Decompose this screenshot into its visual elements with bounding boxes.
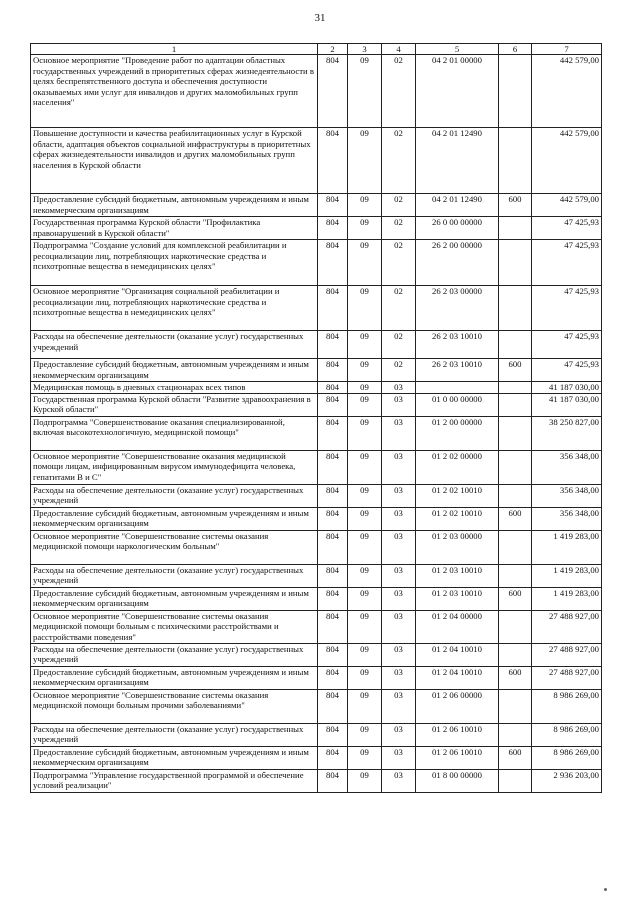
row-expense-type-cell	[499, 769, 532, 792]
table-row	[31, 393, 602, 416]
row-name-cell: Предоставление субсидий бюджетным, автономным учреждениям и иным некоммерческим организациям	[31, 746, 318, 769]
row-subsection-cell: 02	[382, 128, 416, 194]
table-row	[31, 769, 602, 792]
table-row	[31, 450, 602, 484]
row-subsection-cell: 02	[382, 55, 416, 128]
row-amount-cell: 8 986 269,00	[532, 746, 602, 769]
row-expense-type-cell: 600	[499, 507, 532, 530]
row-section-cell: 09	[348, 666, 382, 689]
row-name-cell: Основное мероприятие "Совершенствование системы оказания медицинской помощи больным с психическими расстройствами и расстройствами поведения"	[31, 610, 318, 643]
page-number: 31	[314, 12, 326, 24]
row-ministry-cell: 804	[318, 194, 348, 217]
row-target-article-cell: 26 2 03 10010	[416, 359, 499, 382]
row-name-cell: Основное мероприятие "Совершенствование оказания медицинской помощи лицам, инфицированным вирусом иммунодефицита человека, гепатитами В и С"	[31, 450, 318, 484]
row-section-cell: 09	[348, 746, 382, 769]
row-name-cell: Медицинская помощь в дневных стационарах всех типов	[31, 382, 318, 394]
row-subsection-cell: 02	[382, 359, 416, 382]
row-section-cell: 09	[348, 240, 382, 286]
column-header: 6	[499, 44, 532, 55]
row-name-cell: Предоставление субсидий бюджетным, автономным учреждениям и иным некоммерческим организациям	[31, 359, 318, 382]
row-target-article-cell: 04 2 01 12490	[416, 128, 499, 194]
row-subsection-cell: 03	[382, 610, 416, 643]
row-section-cell: 09	[348, 416, 382, 450]
column-header: 1	[31, 44, 318, 55]
row-target-article-cell: 26 2 00 00000	[416, 240, 499, 286]
row-subsection-cell: 03	[382, 564, 416, 587]
row-amount-cell: 442 579,00	[532, 194, 602, 217]
row-amount-cell: 47 425,93	[532, 331, 602, 359]
row-ministry-cell: 804	[318, 359, 348, 382]
row-ministry-cell: 804	[318, 689, 348, 723]
row-section-cell: 09	[348, 55, 382, 128]
row-section-cell: 09	[348, 382, 382, 394]
row-ministry-cell: 804	[318, 769, 348, 792]
row-ministry-cell: 804	[318, 564, 348, 587]
row-target-article-cell: 01 2 04 00000	[416, 610, 499, 643]
row-name-cell: Расходы на обеспечение деятельности (оказание услуг) государственных учреждений	[31, 723, 318, 746]
table-row	[31, 723, 602, 746]
table-row	[31, 382, 602, 394]
row-target-article-cell: 01 0 00 00000	[416, 393, 499, 416]
row-subsection-cell: 02	[382, 217, 416, 240]
row-subsection-cell: 02	[382, 286, 416, 331]
row-name-cell: Подпрограмма "Создание условий для комплексной реабилитации и ресоциализации лиц, потребляющих наркотические средства и психотропные вещества в немедицинских целях"	[31, 240, 318, 286]
row-expense-type-cell	[499, 393, 532, 416]
row-section-cell: 09	[348, 359, 382, 382]
row-expense-type-cell: 600	[499, 666, 532, 689]
table-row	[31, 610, 602, 643]
column-header: 5	[416, 44, 499, 55]
row-ministry-cell: 804	[318, 484, 348, 507]
table-row	[31, 217, 602, 240]
row-target-article-cell: 01 2 00 00000	[416, 416, 499, 450]
table-row	[31, 530, 602, 564]
column-header: 7	[532, 44, 602, 55]
row-amount-cell: 356 348,00	[532, 450, 602, 484]
row-target-article-cell: 01 2 04 10010	[416, 643, 499, 666]
table-row	[31, 564, 602, 587]
row-name-cell: Предоставление субсидий бюджетным, автономным учреждениям и иным некоммерческим организациям	[31, 194, 318, 217]
row-amount-cell: 1 419 283,00	[532, 587, 602, 610]
row-amount-cell: 1 419 283,00	[532, 530, 602, 564]
table-row	[31, 507, 602, 530]
row-subsection-cell: 03	[382, 769, 416, 792]
table-row	[31, 689, 602, 723]
row-name-cell: Расходы на обеспечение деятельности (оказание услуг) государственных учреждений	[31, 643, 318, 666]
scan-mark	[604, 888, 607, 891]
row-expense-type-cell: 600	[499, 746, 532, 769]
table-row	[31, 240, 602, 286]
row-subsection-cell: 03	[382, 416, 416, 450]
row-subsection-cell: 03	[382, 382, 416, 394]
row-section-cell: 09	[348, 194, 382, 217]
row-ministry-cell: 804	[318, 416, 348, 450]
row-amount-cell: 356 348,00	[532, 507, 602, 530]
row-amount-cell: 47 425,93	[532, 359, 602, 382]
row-ministry-cell: 804	[318, 643, 348, 666]
row-name-cell: Основное мероприятие "Организация социальной реабилитации и ресоциализации лиц, потребляющих наркотические средства и психотропные вещества в немедицинских целях"	[31, 286, 318, 331]
row-section-cell: 09	[348, 484, 382, 507]
row-amount-cell: 8 986 269,00	[532, 723, 602, 746]
row-section-cell: 09	[348, 643, 382, 666]
row-name-cell: Повышение доступности и качества реабилитационных услуг в Курской области, адаптация объектов социальной инфраструктуры в приоритетных сферах жизнедеятельности инвалидов и других маломобильных групп населения в Курской области	[31, 128, 318, 194]
row-target-article-cell: 26 0 00 00000	[416, 217, 499, 240]
row-target-article-cell: 01 2 06 00000	[416, 689, 499, 723]
table-row	[31, 587, 602, 610]
budget-table	[30, 43, 602, 793]
row-section-cell: 09	[348, 393, 382, 416]
row-ministry-cell: 804	[318, 286, 348, 331]
row-section-cell: 09	[348, 564, 382, 587]
row-target-article-cell: 01 2 06 10010	[416, 723, 499, 746]
row-section-cell: 09	[348, 723, 382, 746]
row-amount-cell: 41 187 030,00	[532, 393, 602, 416]
row-expense-type-cell: 600	[499, 587, 532, 610]
table-row	[31, 128, 602, 194]
column-header: 4	[382, 44, 416, 55]
row-section-cell: 09	[348, 530, 382, 564]
row-amount-cell: 27 488 927,00	[532, 610, 602, 643]
row-amount-cell: 1 419 283,00	[532, 564, 602, 587]
row-amount-cell: 47 425,93	[532, 286, 602, 331]
row-subsection-cell: 03	[382, 484, 416, 507]
row-name-cell: Предоставление субсидий бюджетным, автономным учреждениям и иным некоммерческим организациям	[31, 666, 318, 689]
row-target-article-cell: 01 2 04 10010	[416, 666, 499, 689]
row-name-cell: Основное мероприятие "Совершенствование системы оказания медицинской помощи больным прочими заболеваниями"	[31, 689, 318, 723]
row-section-cell: 09	[348, 450, 382, 484]
row-amount-cell: 38 250 827,00	[532, 416, 602, 450]
row-subsection-cell: 03	[382, 587, 416, 610]
row-subsection-cell: 03	[382, 393, 416, 416]
row-expense-type-cell	[499, 382, 532, 394]
row-amount-cell: 356 348,00	[532, 484, 602, 507]
row-section-cell: 09	[348, 587, 382, 610]
row-ministry-cell: 804	[318, 507, 348, 530]
row-expense-type-cell	[499, 416, 532, 450]
row-subsection-cell: 03	[382, 689, 416, 723]
row-subsection-cell: 03	[382, 746, 416, 769]
row-target-article-cell: 01 8 00 00000	[416, 769, 499, 792]
row-amount-cell: 442 579,00	[532, 128, 602, 194]
row-expense-type-cell	[499, 530, 532, 564]
row-section-cell: 09	[348, 507, 382, 530]
row-subsection-cell: 02	[382, 194, 416, 217]
row-amount-cell: 41 187 030,00	[532, 382, 602, 394]
row-target-article-cell: 26 2 03 10010	[416, 331, 499, 359]
row-target-article-cell: 01 2 02 00000	[416, 450, 499, 484]
row-target-article-cell: 26 2 03 00000	[416, 286, 499, 331]
column-header: 2	[318, 44, 348, 55]
row-name-cell: Государственная программа Курской области "Развитие здравоохранения в Курской области"	[31, 393, 318, 416]
row-expense-type-cell: 600	[499, 359, 532, 382]
row-expense-type-cell	[499, 564, 532, 587]
row-target-article-cell: 01 2 06 10010	[416, 746, 499, 769]
row-target-article-cell	[416, 382, 499, 394]
row-name-cell: Расходы на обеспечение деятельности (оказание услуг) государственных учреждений	[31, 484, 318, 507]
row-ministry-cell: 804	[318, 128, 348, 194]
row-name-cell: Подпрограмма "Совершенствование оказания специализированной, включая высокотехнологичную, медицинской помощи"	[31, 416, 318, 450]
row-expense-type-cell	[499, 55, 532, 128]
row-ministry-cell: 804	[318, 746, 348, 769]
row-name-cell: Расходы на обеспечение деятельности (оказание услуг) государственных учреждений	[31, 564, 318, 587]
row-subsection-cell: 02	[382, 331, 416, 359]
row-amount-cell: 2 936 203,00	[532, 769, 602, 792]
row-section-cell: 09	[348, 286, 382, 331]
row-subsection-cell: 03	[382, 643, 416, 666]
row-amount-cell: 8 986 269,00	[532, 689, 602, 723]
row-amount-cell: 27 488 927,00	[532, 643, 602, 666]
table-row	[31, 194, 602, 217]
row-expense-type-cell: 600	[499, 194, 532, 217]
row-name-cell: Предоставление субсидий бюджетным, автономным учреждениям и иным некоммерческим организациям	[31, 507, 318, 530]
row-amount-cell: 47 425,93	[532, 217, 602, 240]
row-subsection-cell: 03	[382, 530, 416, 564]
row-target-article-cell: 01 2 03 10010	[416, 564, 499, 587]
row-subsection-cell: 03	[382, 723, 416, 746]
row-expense-type-cell	[499, 643, 532, 666]
row-expense-type-cell	[499, 450, 532, 484]
row-subsection-cell: 03	[382, 507, 416, 530]
table-row	[31, 359, 602, 382]
row-ministry-cell: 804	[318, 393, 348, 416]
column-header: 3	[348, 44, 382, 55]
row-amount-cell: 27 488 927,00	[532, 666, 602, 689]
row-ministry-cell: 804	[318, 217, 348, 240]
table-row	[31, 746, 602, 769]
row-expense-type-cell	[499, 610, 532, 643]
row-name-cell: Государственная программа Курской области "Профилактика правонарушений в Курской области"	[31, 217, 318, 240]
table-row	[31, 286, 602, 331]
row-expense-type-cell	[499, 217, 532, 240]
row-target-article-cell: 01 2 02 10010	[416, 484, 499, 507]
row-expense-type-cell	[499, 128, 532, 194]
row-target-article-cell: 01 2 03 10010	[416, 587, 499, 610]
row-target-article-cell: 04 2 01 00000	[416, 55, 499, 128]
row-ministry-cell: 804	[318, 530, 348, 564]
row-ministry-cell: 804	[318, 240, 348, 286]
row-ministry-cell: 804	[318, 723, 348, 746]
row-name-cell: Основное мероприятие "Проведение работ по адаптации областных государственных учреждений в приоритетных сферах жизнедеятельности в целях беспрепятственного доступа и обеспечения доступности оказываемых ими услуг для инвалидов и других маломобильных групп населения"	[31, 55, 318, 128]
table-header-row	[31, 44, 602, 55]
table-row	[31, 55, 602, 128]
row-section-cell: 09	[348, 610, 382, 643]
row-subsection-cell: 02	[382, 240, 416, 286]
table-row	[31, 416, 602, 450]
row-ministry-cell: 804	[318, 331, 348, 359]
row-target-article-cell: 01 2 02 10010	[416, 507, 499, 530]
row-subsection-cell: 03	[382, 450, 416, 484]
row-section-cell: 09	[348, 331, 382, 359]
row-ministry-cell: 804	[318, 587, 348, 610]
row-target-article-cell: 01 2 03 00000	[416, 530, 499, 564]
row-section-cell: 09	[348, 689, 382, 723]
row-section-cell: 09	[348, 128, 382, 194]
row-amount-cell: 442 579,00	[532, 55, 602, 128]
row-expense-type-cell	[499, 689, 532, 723]
table-row	[31, 666, 602, 689]
table-row	[31, 643, 602, 666]
row-ministry-cell: 804	[318, 666, 348, 689]
row-ministry-cell: 804	[318, 382, 348, 394]
row-ministry-cell: 804	[318, 55, 348, 128]
row-name-cell: Предоставление субсидий бюджетным, автономным учреждениям и иным некоммерческим организациям	[31, 587, 318, 610]
row-amount-cell: 47 425,93	[532, 240, 602, 286]
row-ministry-cell: 804	[318, 610, 348, 643]
row-expense-type-cell	[499, 240, 532, 286]
row-section-cell: 09	[348, 769, 382, 792]
table-row	[31, 331, 602, 359]
row-expense-type-cell	[499, 286, 532, 331]
row-target-article-cell: 04 2 01 12490	[416, 194, 499, 217]
row-name-cell: Основное мероприятие "Совершенствование системы оказания медицинской помощи наркологическим больным"	[31, 530, 318, 564]
row-section-cell: 09	[348, 217, 382, 240]
row-expense-type-cell	[499, 331, 532, 359]
row-subsection-cell: 03	[382, 666, 416, 689]
row-name-cell: Расходы на обеспечение деятельности (оказание услуг) государственных учреждений	[31, 331, 318, 359]
table-row	[31, 484, 602, 507]
row-expense-type-cell	[499, 723, 532, 746]
row-expense-type-cell	[499, 484, 532, 507]
row-name-cell: Подпрограмма "Управление государственной программой и обеспечение условий реализации"	[31, 769, 318, 792]
row-ministry-cell: 804	[318, 450, 348, 484]
